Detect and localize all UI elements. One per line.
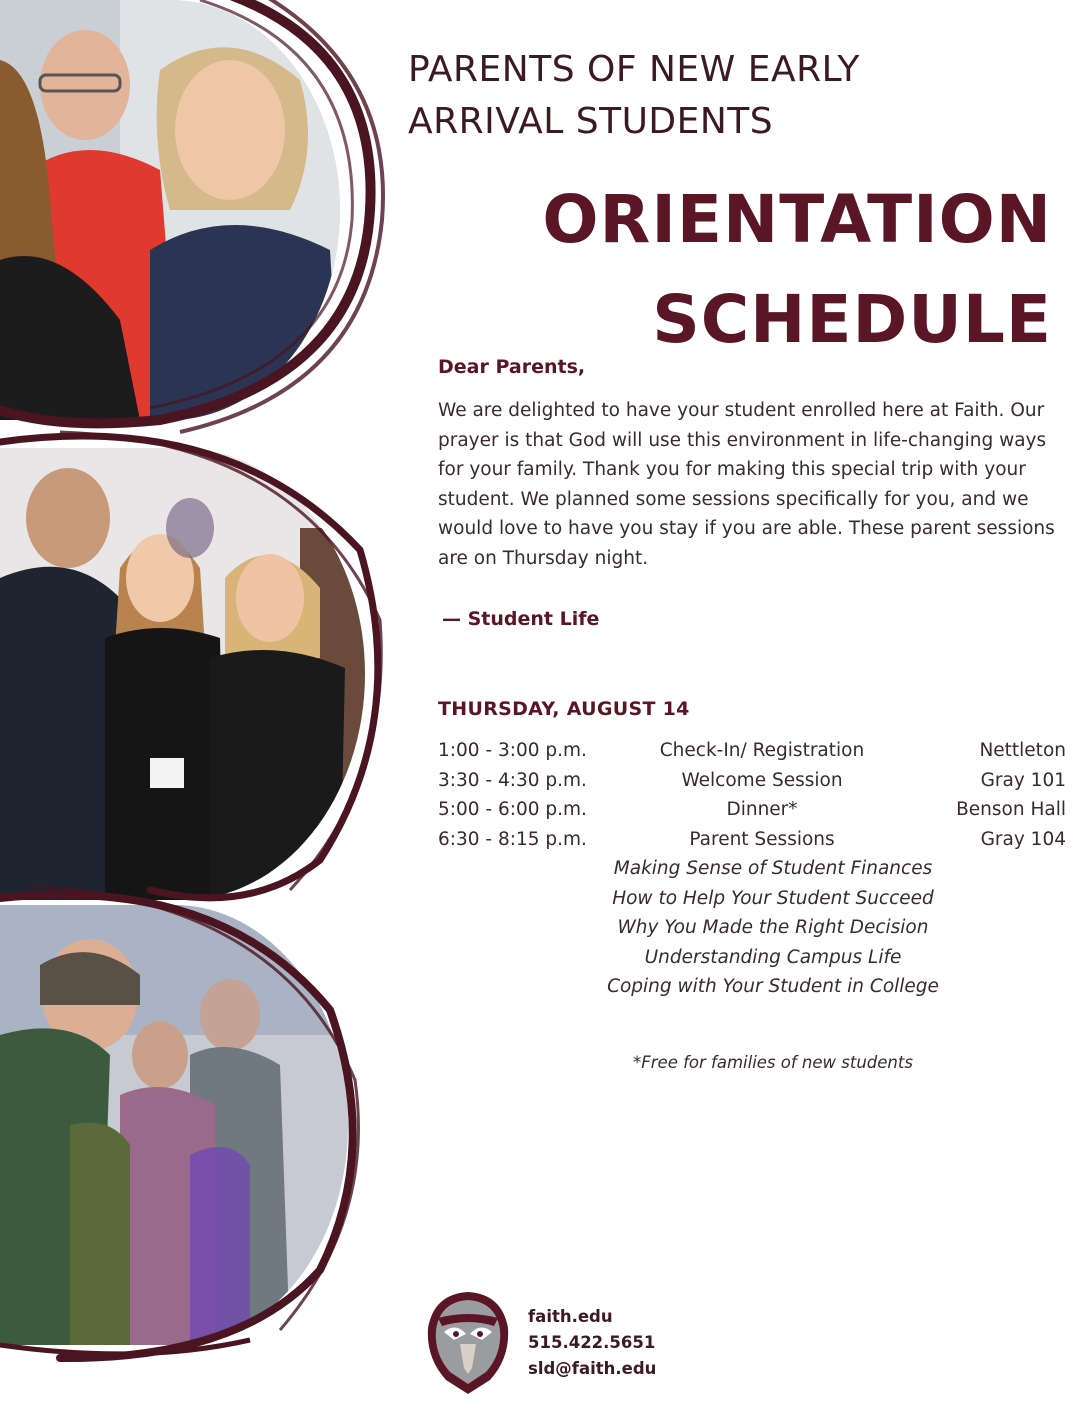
letter-greeting: Dear Parents, xyxy=(438,356,586,378)
photo-family-backdrop xyxy=(0,448,365,900)
schedule-location: Nettleton xyxy=(979,740,1066,761)
schedule-row xyxy=(438,766,1066,796)
subtitle xyxy=(408,44,1048,148)
contact-email[interactable]: sld@faith.edu xyxy=(528,1359,657,1378)
parent-session-list xyxy=(478,854,1068,1002)
letter-signature: — Student Life xyxy=(442,608,600,630)
schedule-time: 3:30 - 4:30 p.m. xyxy=(438,769,587,791)
page-title xyxy=(542,170,1052,370)
session-item: Making Sense of Student Finances xyxy=(613,858,933,879)
session-item: How to Help Your Student Succeed xyxy=(612,887,934,909)
schedule-time: 5:00 - 6:00 p.m. xyxy=(438,799,587,820)
subtitle-line-1: PARENTS OF NEW EARLY xyxy=(408,49,860,90)
schedule-row xyxy=(438,795,1066,825)
contact-website[interactable]: faith.edu xyxy=(528,1307,613,1326)
letter-body: We are delighted to have your student enrolled here at Faith. Our prayer is that God will use this environment in life-changing ways for your family. Thank you for making this special trip with your student. We planned some sessions specifically for you, and we would love to have you stay if you are able. These parent sessions are on Thursday night. xyxy=(438,400,1055,569)
contact-phone[interactable]: 515.422.5651 xyxy=(528,1333,656,1352)
schedule-event: Dinner* xyxy=(726,799,798,820)
title-line-2: SCHEDULE xyxy=(652,281,1052,358)
contact-info xyxy=(528,1304,656,1382)
schedule-event: Parent Sessions xyxy=(689,828,835,850)
photo-parents-greeting xyxy=(0,0,340,420)
schedule-location: Gray 104 xyxy=(980,828,1066,850)
photo-parents-praying xyxy=(0,905,348,1345)
schedule-event: Check-In/ Registration xyxy=(659,740,865,761)
schedule-table xyxy=(438,736,1066,854)
session-item: Why You Made the Right Decision xyxy=(617,917,929,938)
session-item: Understanding Campus Life xyxy=(644,946,902,968)
subtitle-line-2: ARRIVAL STUDENTS xyxy=(408,101,774,142)
schedule-event: Welcome Session xyxy=(681,769,843,791)
schedule-day-heading: THURSDAY, AUGUST 14 xyxy=(438,698,690,720)
schedule-location: Benson Hall xyxy=(956,799,1066,820)
schedule-time: 6:30 - 8:15 p.m. xyxy=(438,828,587,850)
schedule-time: 1:00 - 3:00 p.m. xyxy=(438,740,587,761)
schedule-row xyxy=(438,736,1066,766)
schedule-location: Gray 101 xyxy=(980,769,1066,791)
photo-collage xyxy=(0,0,400,1408)
session-item: Coping with Your Student in College xyxy=(607,976,939,997)
schedule-row xyxy=(438,825,1066,855)
footnote: *Free for families of new students xyxy=(633,1053,913,1072)
eagle-mascot-icon xyxy=(424,1288,512,1396)
title-line-1: ORIENTATION xyxy=(542,181,1052,258)
